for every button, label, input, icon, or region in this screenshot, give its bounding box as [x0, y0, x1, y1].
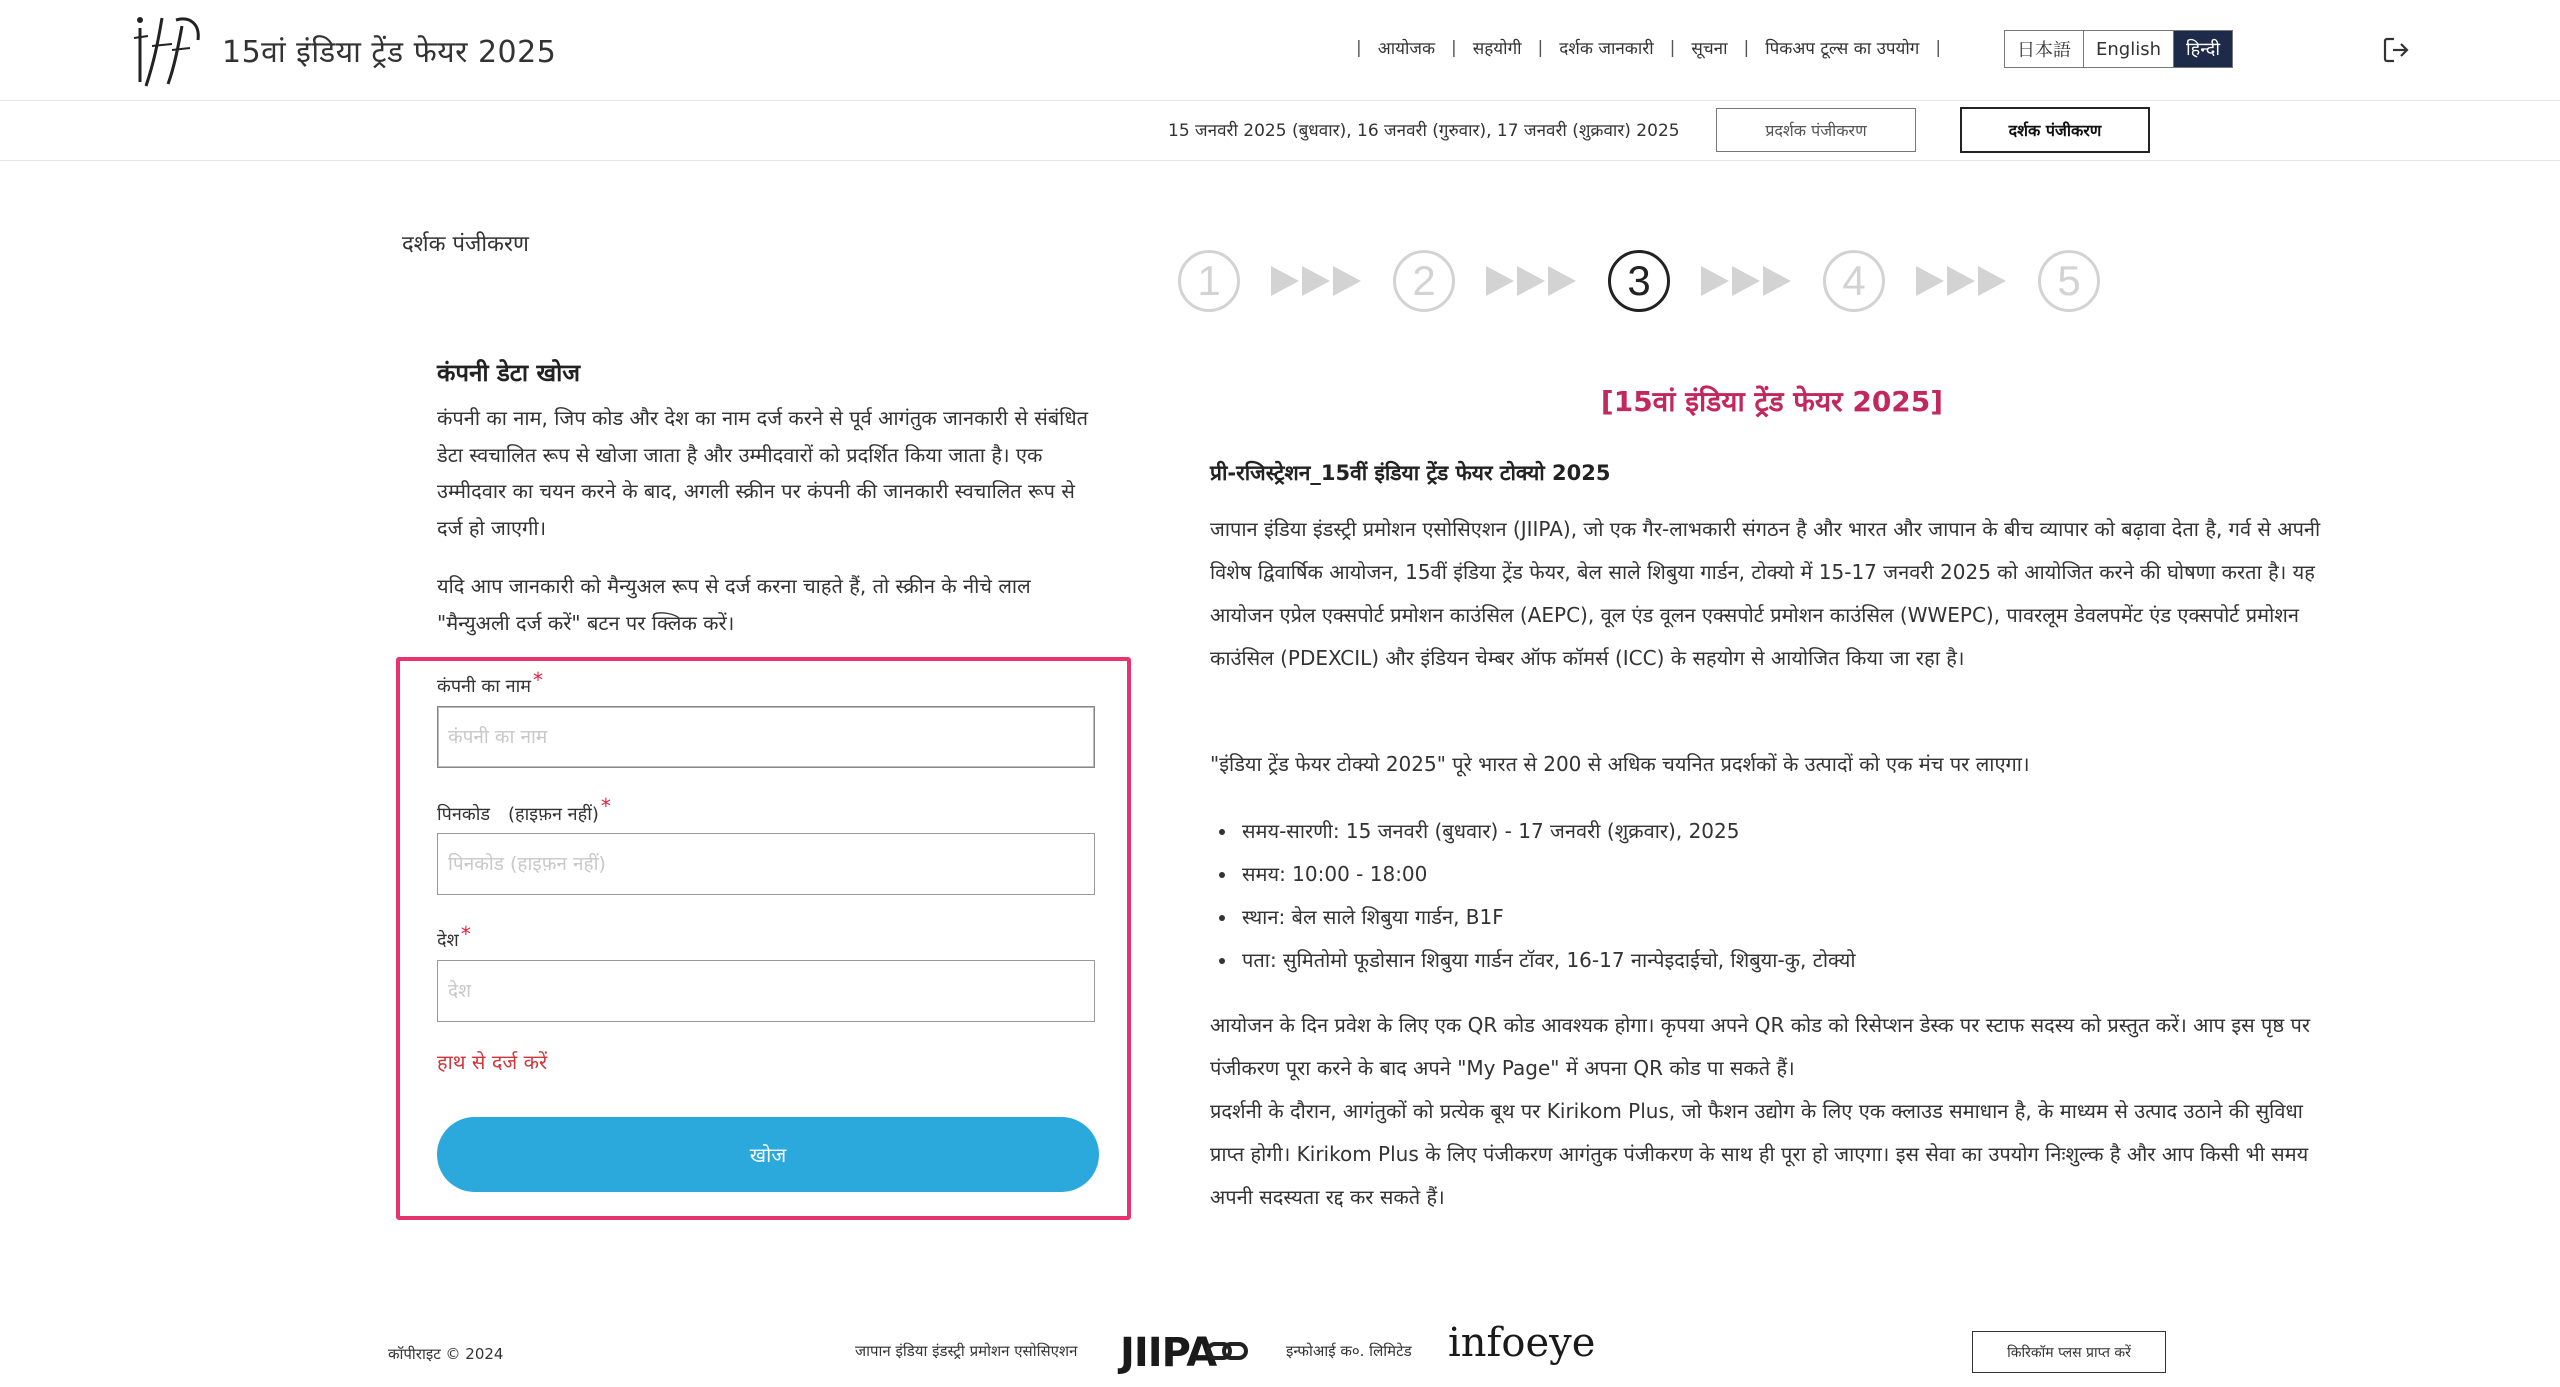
country-input[interactable]	[437, 960, 1095, 1022]
site-title: 15वां इंडिया ट्रेंड फेयर 2025	[222, 35, 557, 70]
required-mark: *	[533, 668, 544, 692]
infoeye-logo[interactable]: infoeye	[1448, 1320, 1596, 1366]
copyright: कॉपीराइट © 2024	[388, 1345, 504, 1363]
list-item: • पता: सुमितोमो फूडोसान शिबुया गार्डन टॉवर, 16-17 नान्पेइदाईचो, शिबुया-कु, टोक्यो	[1238, 939, 2362, 982]
step-indicator	[1178, 250, 2100, 312]
lang-japanese[interactable]: 日本語	[2005, 31, 2084, 67]
section-title: कंपनी डेटा खोज	[437, 359, 581, 387]
step-arrows-icon	[1455, 250, 1608, 312]
lang-hindi[interactable]: हिन्दी	[2174, 31, 2232, 67]
nav-separator: |	[1537, 37, 1544, 58]
nav-news[interactable]: सूचना	[1691, 39, 1728, 59]
search-button[interactable]: खोज	[437, 1117, 1099, 1192]
nav-separator: |	[1356, 37, 1362, 58]
itf-logo[interactable]	[128, 12, 204, 88]
company-name-input[interactable]	[437, 706, 1095, 768]
exhibitors-summary: "इंडिया ट्रेंड फेयर टोक्यो 2025" पूरे भारत से 200 से अधिक चयनित प्रदर्शकों के उत्पादों को एक मंच पर लाएगा।	[1210, 752, 2030, 776]
event-title: [15वां इंडिया ट्रेंड फेयर 2025]	[1600, 385, 1944, 418]
nav-organizer[interactable]: आयोजक	[1377, 39, 1436, 59]
pincode-label: पिनकोड (हाइफ़न नहीं) *	[437, 794, 611, 825]
manual-entry-hint: यदि आप जानकारी को मैन्युअल रूप से दर्ज करना चाहते हैं, तो स्क्रीन के नीचे लाल "मैन्युअली दर्ज करें" बटन पर क्लिक करें।	[437, 574, 1031, 635]
kirikom-info: प्रदर्शनी के दौरान, आगंतुकों को प्रत्येक बूथ पर Kirikom Plus, जो फैशन उद्योग के लिए एक क्लाउड समाधान है, के माध्यम से उत्पाद उठाने की सुविधा प्राप्त होगी। Kirikom Plus के लिए पंजीकरण आगंतुक पंजीकरण के साथ ही पूरा हो जाएगा। इस सेवा का उपयोग निःशुल्क है और आप किसी भी समय अपनी सदस्यता रद्द कर सकते हैं।	[1210, 1099, 2309, 1209]
language-switcher	[2004, 30, 2233, 68]
infoeye-name: इन्फोआई क०. लिमिटेड	[1286, 1342, 1412, 1360]
step-arrows-icon	[1670, 250, 1823, 312]
event-dates: 15 जनवरी 2025 (बुधवार), 16 जनवरी (गुरुवार), 17 जनवरी (शुक्रवार) 2025	[1168, 121, 1680, 141]
nav-separator: |	[1743, 37, 1750, 58]
link-icon	[1206, 1338, 1248, 1364]
list-item: • समय: 10:00 - 18:00	[1238, 853, 2362, 896]
required-mark: *	[460, 922, 471, 946]
step-4: 4	[1823, 250, 1885, 312]
nav-separator: |	[1935, 37, 1942, 58]
preregistration-heading: प्री-रजिस्ट्रेशन_15वीं इंडिया ट्रेंड फेयर टोक्यो 2025	[1210, 461, 1611, 485]
lang-english[interactable]: English	[2084, 31, 2174, 67]
list-item: • समय-सारणी: 15 जनवरी (बुधवार) - 17 जनवरी (शुक्रवार), 2025	[1238, 810, 2362, 853]
step-arrows-icon	[1885, 250, 2038, 312]
page-title: दर्शक पंजीकरण	[402, 232, 529, 257]
step-arrows-icon	[1240, 250, 1393, 312]
nav-visitor-info[interactable]: दर्शक जानकारी	[1559, 39, 1654, 59]
event-description: जापान इंडिया इंडस्ट्री प्रमोशन एसोसिएशन (JIIPA), जो एक गैर-लाभकारी संगठन है और भारत और जापान के बीच व्यापार को बढ़ावा देता है, गर्व से अपनी विशेष द्विवार्षिक आयोजन, 15वीं इंडिया ट्रेंड फेयर, बेल साले शिबुया गार्डन, टोक्यो में 15-17 जनवरी 2025 को आयोजित करने की घोषणा करता है। यह आयोजन एप्रेल एक्सपोर्ट प्रमोशन काउंसिल (AEPC), वूल एंड वूलन एक्सपोर्ट प्रमोशन काउंसिल (WWEPC), पावरलूम डेवलपमेंट एंड एक्सपोर्ट प्रमोशन काउंसिल (PDEXCIL) और इंडियन चेम्बर ऑफ कॉमर्स (ICC) के सहयोग से आयोजित किया जा रहा है।	[1210, 517, 2321, 670]
jiipa-logo[interactable]: JIIPA	[1120, 1330, 1217, 1376]
nav-pickup-tools[interactable]: पिकअप टूल्स का उपयोग	[1765, 39, 1920, 59]
required-mark: *	[600, 794, 611, 818]
country-label: देश *	[437, 922, 471, 951]
manual-entry-link[interactable]: हाथ से दर्ज करें	[437, 1050, 548, 1074]
nav-partners[interactable]: सहयोगी	[1472, 39, 1522, 59]
step-5: 5	[2038, 250, 2100, 312]
step-3-current: 3	[1608, 250, 1670, 312]
nav-separator: |	[1451, 37, 1457, 58]
event-details-list	[1210, 810, 2362, 982]
list-item: • स्थान: बेल साले शिबुया गार्डन, B1F	[1238, 896, 2362, 939]
pincode-input[interactable]	[437, 833, 1095, 895]
step-1: 1	[1178, 250, 1240, 312]
qr-code-info: आयोजन के दिन प्रवेश के लिए एक QR कोड आवश्यक होगा। कृपया अपने QR कोड को रिसेप्शन डेस्क पर स्टाफ सदस्य को प्रस्तुत करें। आप इस पृष्ठ पर पंजीकरण पूरा करने के बाद अपने "My Page" में अपना QR कोड पा सकते हैं।	[1210, 1013, 2311, 1080]
logout-icon[interactable]	[2380, 34, 2412, 66]
step-2: 2	[1393, 250, 1455, 312]
nav-separator: |	[1669, 37, 1676, 58]
jiipa-name: जापान इंडिया इंडस्ट्री प्रमोशन एसोसिएशन	[855, 1342, 1078, 1360]
exhibitor-registration-button[interactable]: प्रदर्शक पंजीकरण	[1716, 108, 1916, 152]
qr-and-kirikom-info	[1210, 1004, 2334, 1219]
get-kirikom-plus-button[interactable]: किरिकॉम प्लस प्राप्त करें	[1972, 1331, 2166, 1373]
main-nav	[1340, 36, 1957, 59]
visitor-registration-button[interactable]: दर्शक पंजीकरण	[1960, 107, 2150, 153]
company-name-label: कंपनी का नाम *	[437, 668, 544, 697]
search-description: कंपनी का नाम, जिप कोड और देश का नाम दर्ज करने से पूर्व आगंतुक जानकारी से संबंधित डेटा स्वचालित रूप से खोजा जाता है और उम्मीदवारों को प्रदर्शित किया जाता है। एक उम्मीदवार का चयन करने के बाद, अगली स्क्रीन पर कंपनी की जानकारी स्वचालित रूप से दर्ज हो जाएगी।	[437, 406, 1089, 540]
